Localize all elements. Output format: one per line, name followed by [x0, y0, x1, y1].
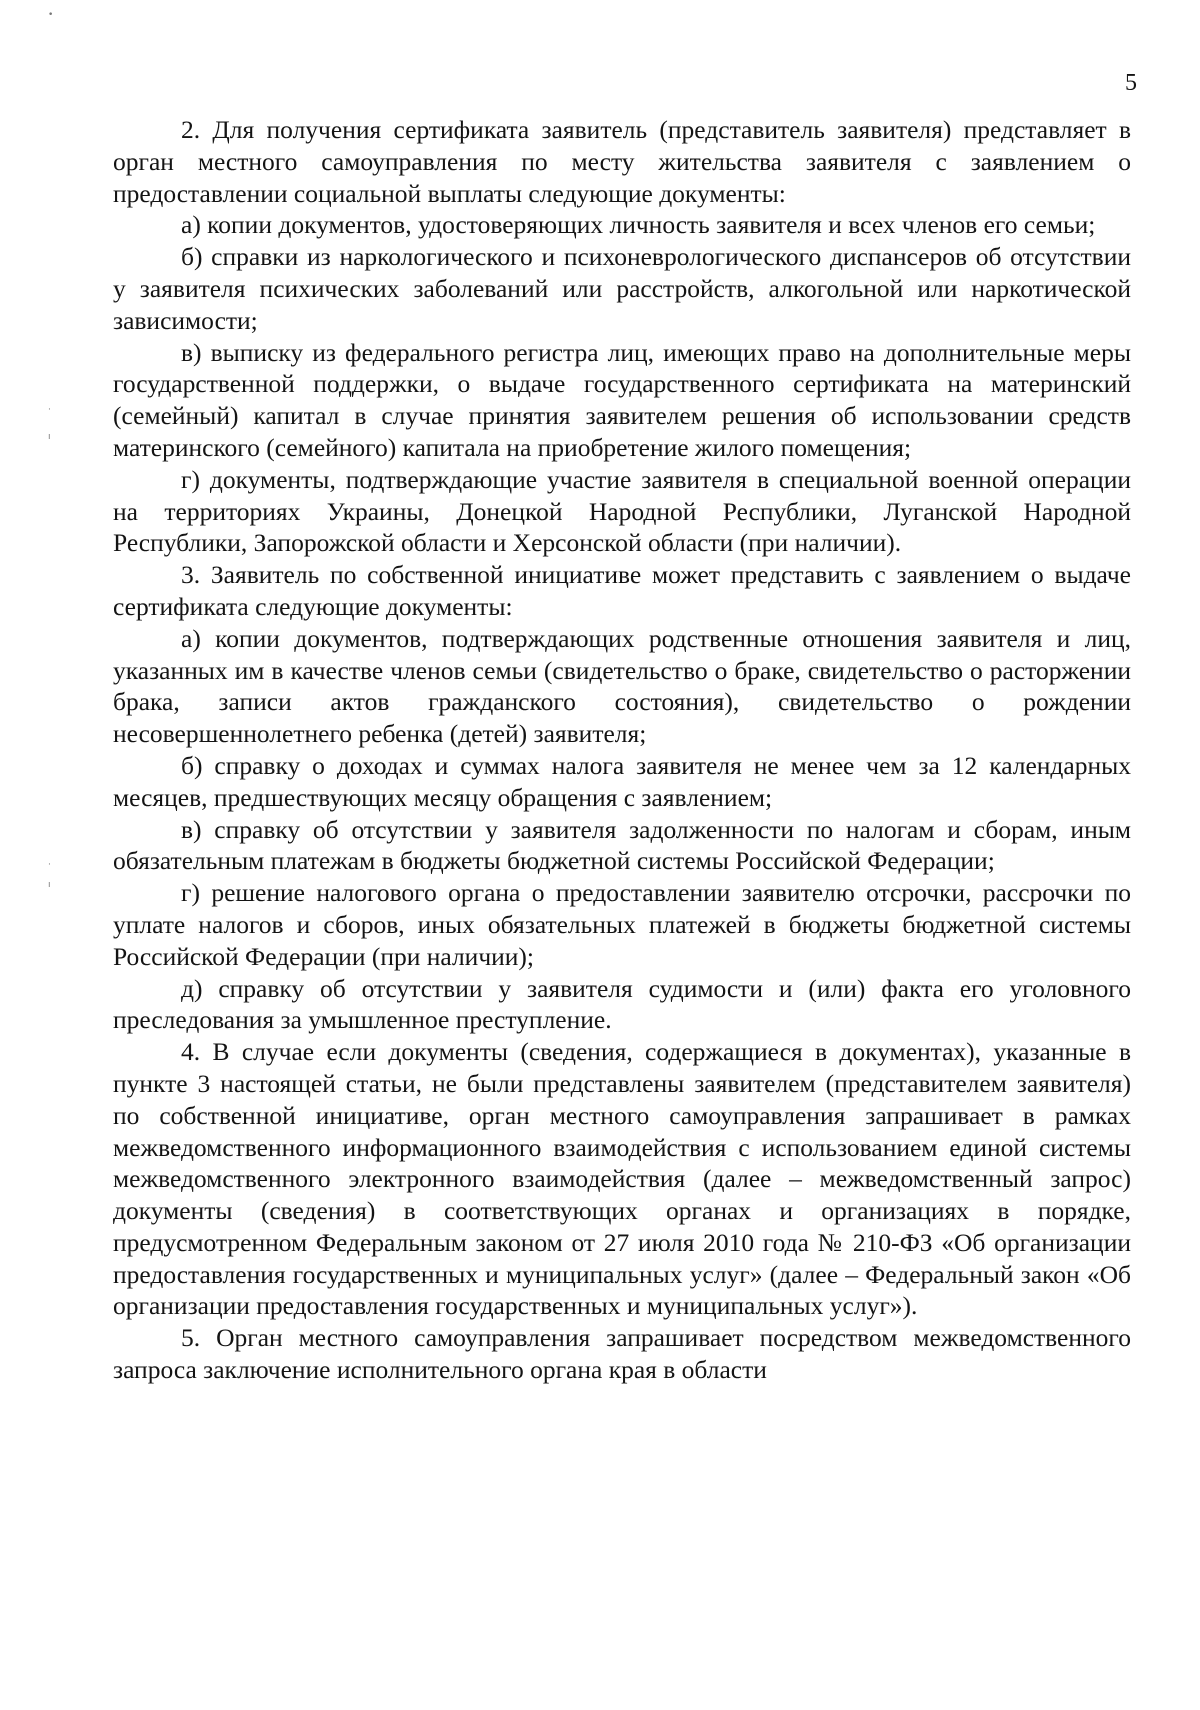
- page-number: 5: [1125, 70, 1137, 96]
- document-body: [113, 114, 1131, 1386]
- paragraph: 3. Заявитель по собственной инициативе может представить с заявлением о выдаче сертификата следующие документы:: [113, 560, 1131, 621]
- paragraph: в) выписку из федерального регистра лиц, имеющих право на дополнительные меры государственной поддержки, о выдаче государственного сертификата на материнский (семейный) капитал в случае принятия заявителем решения об использовании средств материнского (семейного) капитала на приобретение жилого помещения;: [113, 337, 1131, 462]
- paragraph: г) документы, подтверждающие участие заявителя в специальной военной операции на территориях Украины, Донецкой Народной Республики, Луганской Народной Республики, Запорожской области и Херсонской области (при наличии).: [113, 464, 1131, 558]
- paragraph: 4. В случае если документы (сведения, содержащиеся в документах), указанные в пункте 3 настоящей статьи, не были представлены заявителем (представителем заявителя) по собственной инициативе, орган местного самоуправления запрашивает в рамках межведомственного информационного взаимодействия с использованием единой системы межведомственного электронного взаимодействия (далее – межведомственный запрос) документы (сведения) в соответствующих органах и организациях в порядке, предусмотренном Федеральным законом от 27 июля 2010 года № 210-ФЗ «Об организации предоставления государственных и муниципальных услуг» (далее – Федеральный закон «Об организации предоставления государственных и муниципальных услуг»).: [113, 1037, 1131, 1321]
- scan-mark: ·: [48, 860, 51, 870]
- paragraph: а) копии документов, подтверждающих родственные отношения заявителя и лиц, указанных им в качестве членов семьи (свидетельство о браке, свидетельство о расторжении брака, записи актов гражданского состояния), свидетельство о рождении несовершеннолетнего ребенка (детей) заявителя;: [113, 623, 1131, 749]
- paragraph: а) копии документов, удостоверяющих личность заявителя и всех членов его семьи;: [181, 210, 1096, 240]
- paragraph: д) справку об отсутствии у заявителя судимости и (или) факта его уголовного преследования за умышленное преступление.: [113, 973, 1131, 1035]
- scan-mark: •: [48, 10, 54, 20]
- paragraph: г) решение налогового органа о предоставлении заявителю отсрочки, рассрочки по уплате налогов и сборов, иных обязательных платежей в бюджеты бюджетной системы Российской Федерации (при наличии);: [113, 878, 1131, 971]
- paragraph: в) справку об отсутствии у заявителя задолженности по налогам и сборам, иным обязательным платежам в бюджеты бюджетной системы Российской Федерации;: [113, 814, 1131, 876]
- scan-mark: ı: [48, 432, 51, 442]
- scan-mark: ı: [48, 880, 51, 890]
- paragraph: б) справку о доходах и суммах налога заявителя не менее чем за 12 календарных месяцев, предшествующих месяцу обращения с заявлением;: [113, 750, 1131, 812]
- scan-mark: ·: [48, 405, 51, 415]
- paragraph: 5. Орган местного самоуправления запрашивает посредством межведомственного запроса заключение исполнительного органа края в области: [113, 1323, 1131, 1385]
- paragraph: б) справки из наркологического и психоневрологического диспансеров об отсутствии у заявителя психических заболеваний или расстройств, алкогольной или наркотической зависимости;: [113, 242, 1131, 335]
- paragraph: 2. Для получения сертификата заявитель (представитель заявителя) представляет в орган местного самоуправления по месту жительства заявителя с заявлением о предоставлении социальной выплаты следующие документы:: [113, 115, 1131, 208]
